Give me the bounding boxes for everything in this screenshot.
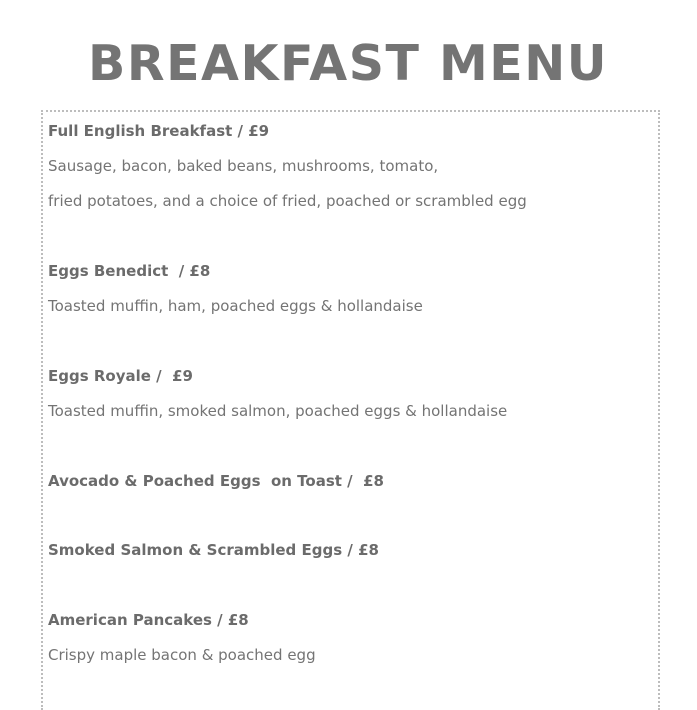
menu-title: BREAKFAST MENU <box>88 35 609 92</box>
menu-item-avocado-eggs-name: Avocado & Poached Eggs on Toast / £8 <box>48 472 384 490</box>
menu-item-eggs-royale-description: Toasted muffin, smoked salmon, poached eggs & hollandaise <box>48 402 508 420</box>
menu-item-american-pancakes-name: American Pancakes / £8 <box>48 611 249 629</box>
menu-item-full-english-description-line-1: Sausage, bacon, baked beans, mushrooms, tomato, <box>48 157 439 175</box>
menu-item-smoked-salmon-name: Smoked Salmon & Scrambled Eggs / £8 <box>48 541 379 559</box>
menu-item-full-english-name: Full English Breakfast / £9 <box>48 122 270 140</box>
menu-item-full-english-description-line-2: fried potatoes, and a choice of fried, poached or scrambled egg <box>48 192 527 210</box>
menu-item-eggs-benedict-description: Toasted muffin, ham, poached eggs & hollandaise <box>48 297 423 315</box>
menu-item-american-pancakes-description: Crispy maple bacon & poached egg <box>48 646 316 664</box>
menu-item-eggs-benedict-name: Eggs Benedict / £8 <box>48 262 211 280</box>
menu-item-eggs-royale-name: Eggs Royale / £9 <box>48 367 193 385</box>
